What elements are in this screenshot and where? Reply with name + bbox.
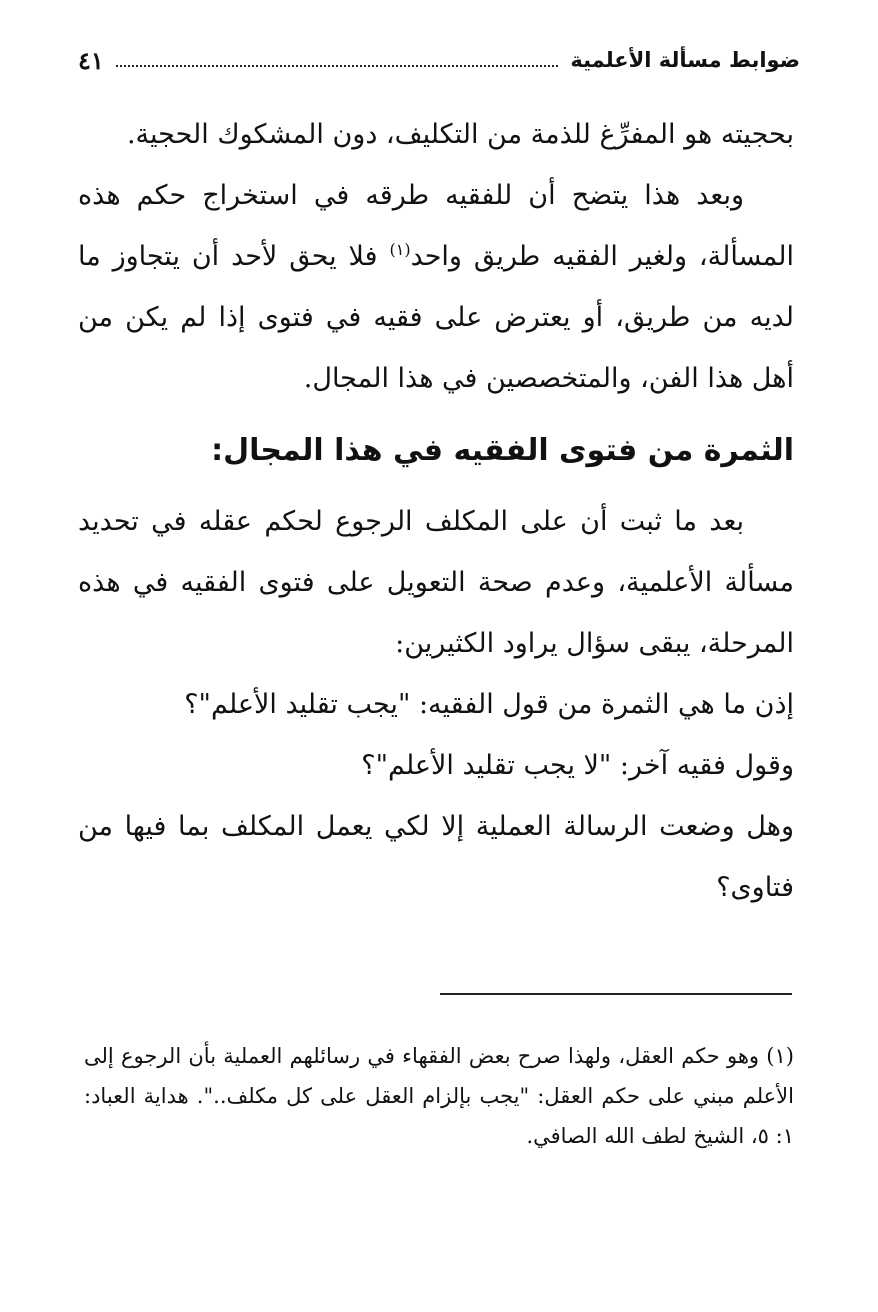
section-heading: الثمرة من فتوى الفقيه في هذا المجال:	[211, 433, 794, 468]
running-header	[78, 40, 800, 80]
footnote: (١) وهو حكم العقل، ولهذا صرح بعض الفقهاء في رسائلهم العملية بأن الرجوع إلى الأعلم مبني على حكم العقل: "يجب بإلزام العقل على كل مكلف..". هداية العباد: ١: ٥، الشيخ لطف الله الصافي.	[84, 1044, 794, 1148]
footnote-divider	[440, 993, 792, 995]
paragraph-fiqh-method	[78, 165, 794, 409]
footnote-reference[interactable]: (١)	[389, 240, 411, 259]
question-line-2: وقول فقيه آخر: "لا يجب تقليد الأعلم"؟	[361, 750, 794, 781]
paragraph-text-part2: فلا يحق لأحد أن يتجاوز ما لديه من طريق، أو يعترض على فقيه في فتوى إذا لم يكن من أهل هذا الفن، والمتخصصين في هذا المجال.	[78, 241, 794, 394]
question-line-3: وهل وضعت الرسالة العملية إلا لكي يعمل المكلف بما فيها من فتاوى؟	[78, 811, 794, 903]
question-line-1: إذن ما هي الثمرة من قول الفقيه: "يجب تقليد الأعلم"؟	[184, 689, 794, 720]
paragraph-continuation: بحجيته هو المفرِّغ للذمة من التكليف، دون المشكوك الحجية.	[126, 119, 794, 150]
page-number: ٤١	[78, 45, 104, 75]
paragraph-text-part1: وبعد هذا يتضح أن للفقيه طرقه في استخراج حكم هذه المسألة، ولغير الفقيه طريق واحد	[78, 180, 794, 272]
running-title: ضوابط مسألة الأعلمية	[570, 48, 800, 72]
header-dot-leader	[116, 65, 559, 67]
paragraph-intro-question: بعد ما ثبت أن على المكلف الرجوع لحكم عقله في تحديد مسألة الأعلمية، وعدم صحة التعويل على فتوى الفقيه في هذه المرحلة، يبقى سؤال يراود الكثيرين:	[78, 506, 794, 659]
main-text	[78, 104, 794, 918]
